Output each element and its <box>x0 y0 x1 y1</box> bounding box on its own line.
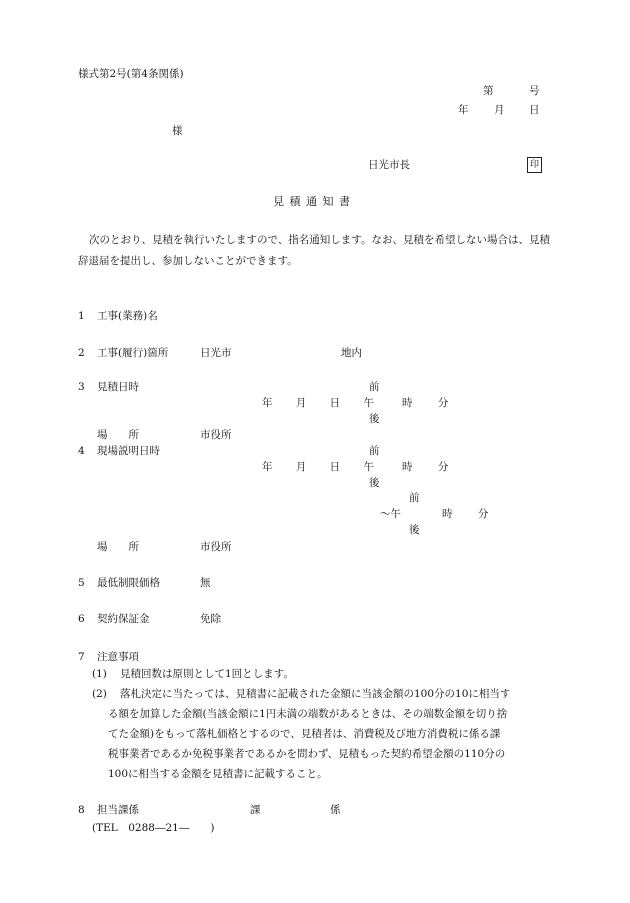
item-2-number: 2 <box>78 347 85 359</box>
item-3-time: 時 分 <box>402 397 449 409</box>
item-7-number: 7 <box>78 651 85 663</box>
document-title: 見 積 通 知 書 <box>273 195 351 208</box>
note-1-text: 見積回数は原則として1回とします。 <box>120 668 294 680</box>
item-2-suffix: 地内 <box>341 347 362 359</box>
note-2-line-3: てた金額)をもって落札価格とするので、見積者は、消費税及び地方消費税に係る課 <box>108 728 501 740</box>
item-3-number: 3 <box>78 381 85 393</box>
item-5-value: 無 <box>200 577 211 589</box>
item-3-pm: 後 <box>369 413 380 425</box>
item-4-end-am: 前 <box>409 492 420 504</box>
doc-no-go: 号 <box>529 85 540 97</box>
item-4-end-prefix: ～午 <box>380 508 401 520</box>
item-3-date: 年 月 日 午 <box>262 397 375 409</box>
item-4-date: 年 月 日 午 <box>262 461 375 473</box>
note-2-line-5: 100に相当する金額を見積書に記載すること。 <box>108 768 328 780</box>
item-4-label: 現場説明日時 <box>97 445 160 457</box>
note-2-line-4: 税事業者であるか免税事業者であるかを問わず、見積もった契約希望金額の110分の <box>108 748 506 760</box>
item-4-number: 4 <box>78 445 85 457</box>
item-1-number: 1 <box>78 310 85 322</box>
date-month: 月 <box>494 104 505 116</box>
date-year: 年 <box>458 104 469 116</box>
item-4-end-pm: 後 <box>409 524 420 536</box>
item-4-pm: 後 <box>369 477 380 489</box>
item-6-number: 6 <box>78 613 85 625</box>
item-8-label: 担当課係 <box>97 804 139 816</box>
item-4-time: 時 分 <box>402 461 449 473</box>
item-3-place-label: 場 所 <box>97 429 139 441</box>
item-3-am: 前 <box>369 381 380 393</box>
seal-mark: 印 <box>527 157 542 173</box>
doc-no-dai: 第 <box>483 85 494 97</box>
item-2-city: 日光市 <box>200 347 232 359</box>
item-3-label: 見積日時 <box>97 381 139 393</box>
item-2-label: 工事(履行)箇所 <box>97 347 169 359</box>
item-8-ka: 課 <box>250 804 261 816</box>
item-8-kakari: 係 <box>330 804 341 816</box>
item-7-label: 注意事項 <box>97 651 139 663</box>
note-1-number: (1) <box>92 668 107 680</box>
intro-paragraph: 次のとおり、見積を執行いたしますので、指名通知します。なお、見積を希望しない場合は、見積辞退届を提出し、参加しないことができます。 <box>78 234 550 267</box>
item-4-place-value: 市役所 <box>200 541 232 553</box>
note-2-line-2: る額を加算した金額(当該金額に1円未満の端数があるときは、その端数金額を切り捨 <box>108 708 508 720</box>
item-3-place-value: 市役所 <box>200 429 232 441</box>
item-1-label: 工事(業務)名 <box>97 310 158 322</box>
item-8-tel: (TEL 0288―21― ) <box>92 822 215 834</box>
note-2-line-1: 落札決定に当たっては、見積書に記載された金額に当該金額の100分の10に相当す <box>120 688 511 700</box>
item-6-value: 免除 <box>200 613 221 625</box>
item-8-number: 8 <box>78 804 85 816</box>
form-number: 様式第2号(第4条関係) <box>78 68 184 80</box>
note-2-number: (2) <box>92 688 107 700</box>
item-4-place-label: 場 所 <box>97 541 139 553</box>
item-4-end-time: 時 分 <box>442 508 489 520</box>
item-6-label: 契約保証金 <box>97 613 150 625</box>
item-5-number: 5 <box>78 577 85 589</box>
addressee-suffix: 様 <box>172 125 183 137</box>
item-4-am: 前 <box>369 445 380 457</box>
sender-name: 日光市長 <box>368 159 410 171</box>
date-day: 日 <box>529 104 540 116</box>
item-5-label: 最低制限価格 <box>97 577 160 589</box>
